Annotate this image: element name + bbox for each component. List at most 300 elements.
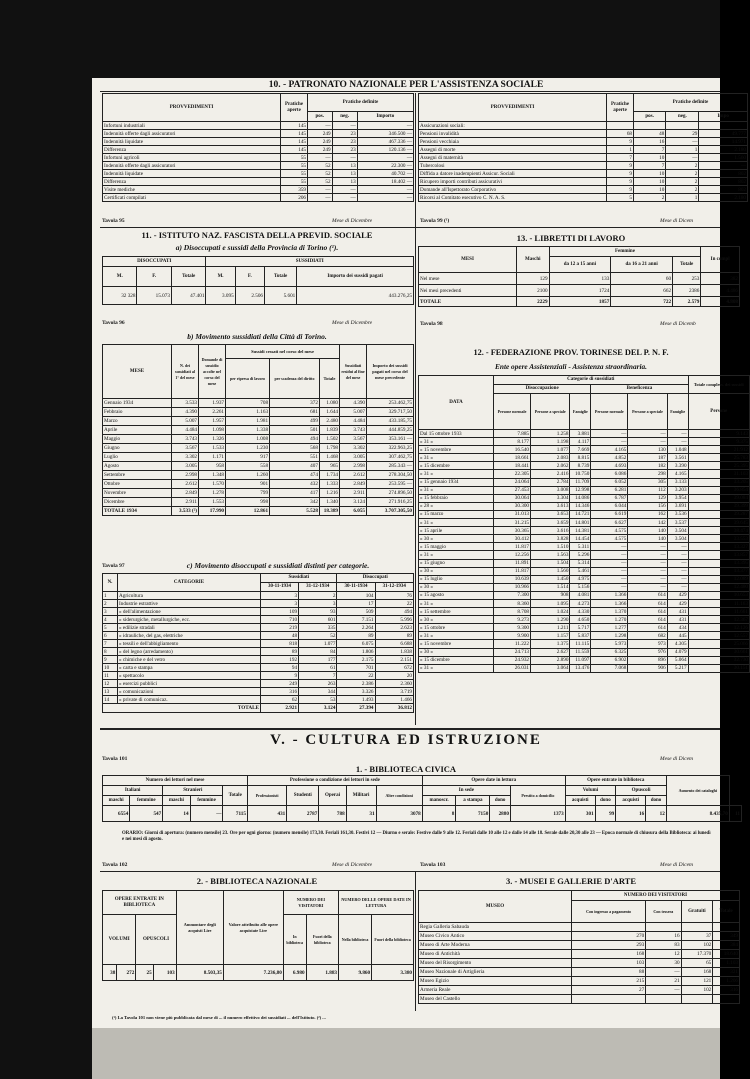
table-cell: Novembre [103, 489, 172, 498]
col-museo: MUSEO [419, 891, 572, 923]
table-cell: » 31 » [419, 551, 494, 559]
table-cell: » 15 aprile [419, 527, 494, 535]
table-row [419, 583, 750, 591]
table-cell: 3.326 [337, 688, 375, 696]
table-99-label: Tavola 99 (¹) [420, 218, 450, 224]
table-cell: 7 [103, 640, 118, 648]
table-cell: 906 [628, 664, 667, 672]
table-cell: Giugno [103, 444, 172, 453]
table-cell: 4.975 [570, 575, 591, 583]
table-cell: 551 [270, 453, 320, 462]
table-row [419, 297, 740, 307]
table-cell: 6.055 [340, 507, 367, 516]
col-maschi-st: maschi [163, 796, 190, 806]
table-cell: 9.143 [688, 430, 749, 438]
table-cell: 3.095 [206, 287, 235, 305]
col-volumi: VOLUMI [103, 915, 136, 965]
table-cell: 22.300 — [357, 162, 413, 170]
table-cell: 346.500 — [357, 130, 413, 138]
table-cell: 1.981 [226, 417, 270, 426]
col-neg: neg. [332, 112, 357, 122]
table-cell: 27 [572, 986, 646, 995]
table-cell: 1.048 [667, 446, 688, 454]
table-103-label: Tavola 103 [420, 862, 446, 868]
table-cell: — [332, 194, 357, 202]
table-row [103, 592, 414, 600]
table-cell: Assicurazioni sociali: [419, 122, 607, 130]
table-cell: 1 [103, 592, 118, 600]
table-cell: 7 [634, 162, 666, 170]
table-cell: 1.563 [531, 551, 570, 559]
table-cell: — [308, 154, 333, 162]
table-cell: 434 [667, 624, 688, 632]
table-cell: 2100 [517, 285, 550, 297]
table-cell: 25.395 [688, 462, 749, 470]
table-cell: 168 [681, 968, 713, 977]
table-cell: — [357, 122, 413, 130]
table-cell: Agricoltura [118, 592, 261, 600]
col-manoscritti: manoscr. [422, 796, 456, 806]
table-cell: 8.503,35 [176, 965, 223, 981]
table-cell: 6.281 [591, 486, 628, 494]
table-cell: 39.084 [688, 494, 749, 502]
col-maschi: maschi [103, 796, 130, 806]
table-cell: 145 [281, 130, 308, 138]
table-cell: 7.236,80 [223, 965, 283, 981]
table-cell: 1.216 [319, 489, 339, 498]
table-cell: » siderurgiche, metallurgiche, ecc. [118, 616, 261, 624]
table-movimento-sussidiati [102, 344, 414, 560]
table-cell: 11.163 [688, 599, 749, 607]
table-row [103, 186, 414, 194]
table-cell: 16 [616, 806, 646, 822]
table-cell: 14.971 [699, 138, 748, 146]
table-cell: 30.151 [688, 664, 749, 672]
table-cell: — [357, 154, 413, 162]
table-cell: 84 [299, 648, 337, 656]
col-header: M. [103, 267, 137, 287]
table-cell: 802 [699, 186, 748, 194]
table-cell: Infortuni agricoli [103, 154, 281, 162]
table-cell: 12 [646, 806, 667, 822]
col-totale: Totale [319, 359, 339, 399]
table-cell: 3.828 [531, 535, 570, 543]
table-cell: 16 [646, 932, 681, 941]
table-cell: 1.806 [337, 648, 375, 656]
col-date-4: 31-12-1934 [375, 583, 413, 592]
table-cell: 3.124 [340, 498, 367, 507]
table-row [103, 696, 414, 704]
table-row [419, 486, 750, 494]
col-header: M. [206, 267, 235, 287]
table-row [419, 632, 750, 640]
table-cell: Ricupero importi contributi assicurativi [419, 178, 607, 186]
table-cell: 2.180 [699, 146, 748, 154]
table-cell: Domande all'Ispettorato Corporativo [419, 186, 607, 194]
table-cell: Indennità liquidate [103, 138, 281, 146]
table-cell: Indennità offerte dagli assicuratori [103, 130, 281, 138]
table-cell: 1.278 [199, 489, 226, 498]
table-row [103, 435, 414, 444]
col-famiglie: Famiglie [570, 394, 591, 430]
table-cell: 133 [549, 273, 611, 285]
col-date-1: 30-11-1934 [261, 583, 299, 592]
col-visitatori: NUMERO DEI VISITATORI [283, 891, 338, 915]
table-cell: 22 [337, 672, 375, 680]
table-cell: 7.151 [337, 616, 375, 624]
table-cell: 13 [332, 170, 357, 178]
table-cell: 6554 [103, 806, 130, 822]
table-cell: 429 [667, 591, 688, 599]
table-cell: 3.005 [340, 453, 367, 462]
table-cell: 4.165 [667, 470, 688, 478]
table-cell: 9 [103, 656, 118, 664]
table-cell: 316 [261, 688, 299, 696]
table-row [419, 430, 750, 438]
table-cell: 1.514 [531, 583, 570, 591]
table-cell: 568 [270, 444, 320, 453]
table-cell: 11.817 [494, 543, 531, 551]
table-cell: 1.333 [319, 480, 339, 489]
table-cell: 3.536 [667, 510, 688, 518]
table-cell: 27.453 [494, 486, 531, 494]
col-16-21: da 16 a 21 anni [611, 257, 673, 273]
table-98-label: Tavola 98 [420, 321, 443, 327]
col-italiani: Italiani [103, 786, 163, 796]
col-maschi: Maschi [517, 247, 550, 273]
col-femmine: femmine [130, 796, 163, 806]
table-row [103, 489, 414, 498]
table-cell: 1.080 [319, 399, 339, 408]
table-cell: 1.258 [531, 430, 570, 438]
table-row [419, 194, 748, 202]
table-cell: 353.161 — [367, 435, 414, 444]
table-cell: 305 [628, 478, 667, 486]
table-cell: 55 [281, 154, 308, 162]
col-complessivo: In compl [701, 247, 740, 273]
table-cell: 1 [666, 146, 699, 154]
table-cell: 263 [299, 680, 337, 688]
table-cell: 8 [103, 648, 118, 656]
table-cell: 6.086 [591, 470, 628, 478]
table-cell: 2 [666, 186, 699, 194]
table-cell: » 15 ottobre [419, 624, 494, 632]
table-cell: 14 [103, 696, 118, 704]
table-cell: 1.937 [199, 399, 226, 408]
table-cell: 998 [226, 498, 270, 507]
table-cell [681, 923, 713, 932]
table-cell: » 15 febbraio [419, 494, 494, 502]
table-cell: » esercizi pubblici [118, 680, 261, 688]
table-cell: 4.693 [591, 462, 628, 470]
col-provvedimenti: PROVVEDIMENTI [419, 94, 607, 122]
table-cell: 2.151 [375, 656, 413, 664]
table-cell: » 31 » [419, 519, 494, 527]
table-cell: 3.719 [375, 688, 413, 696]
table-cell: 38 [103, 965, 117, 981]
table-cell: 32 328 [103, 287, 137, 305]
table-cell: 802 [699, 178, 748, 186]
table-cell: — [591, 575, 628, 583]
table-biblioteca-nazionale [102, 890, 414, 1010]
table-cell: 1.838 [375, 648, 413, 656]
table-row [103, 507, 414, 516]
table-cell: 12 [646, 950, 681, 959]
table-cell: » private di comunicaz. [118, 696, 261, 704]
col-domande-accolte: Domande di sussidio accolte nel corso del mese [199, 345, 226, 399]
table-cell: 102 [681, 986, 713, 995]
table-cell: 3.567 [172, 444, 199, 453]
table-cell: 11.891 [494, 559, 531, 567]
table-cell: 2.480 [319, 417, 339, 426]
table-cell: 187 [628, 454, 667, 462]
table-cell: 614 [628, 624, 667, 632]
table-cell: 917 [226, 453, 270, 462]
table-cell: 162 [628, 510, 667, 518]
table-cell [666, 122, 699, 130]
table-cell: 3.380 [372, 965, 414, 981]
table-row [103, 417, 414, 426]
table-cell: 1 [666, 194, 699, 202]
table-98 [418, 246, 738, 318]
table-cell: 120.136 — [357, 146, 413, 154]
col-totale: Totale [223, 786, 248, 806]
table-cell: Gennaio 1934 [103, 399, 172, 408]
table-cell: 4.390 [172, 408, 199, 417]
table-cell: 13 [332, 162, 357, 170]
table-row [419, 551, 750, 559]
table-cell: 12.998 [570, 486, 591, 494]
table-cell: 182 [628, 462, 667, 470]
table-cell: Museo Civico Antico [419, 932, 572, 941]
table-row [103, 624, 414, 632]
table-cell: 329.717,50 [367, 408, 414, 417]
col-pratiche-aperte: Pratiche aperte [607, 94, 634, 122]
table-cell: 93 [299, 608, 337, 616]
table-cell: 499 [270, 417, 320, 426]
table-row [419, 986, 740, 995]
table-cell: 335 [299, 624, 337, 632]
table-cell: 467.336 — [357, 138, 413, 146]
section-12-subtitle: Ente opere Assistenziali - Assistenza straordinaria. [495, 362, 647, 371]
table-cell: 1.077 [299, 640, 337, 648]
table-cell: 7150 [456, 806, 490, 822]
table-cell: 62 [261, 696, 299, 704]
table-cell: 1.157 [531, 632, 570, 640]
table-cell: 9.300 [494, 624, 531, 632]
table-cell: 3.567 [340, 435, 367, 444]
table-cell: 1.560 [531, 567, 570, 575]
table-96 [102, 256, 414, 316]
table-cell: 2386 [673, 285, 701, 297]
table-cell: — [332, 122, 357, 130]
table-row [419, 446, 750, 454]
table-cell: » 31 » [419, 664, 494, 672]
table-cell: 8.435,70 [666, 806, 729, 822]
table-cell: 4.117 [570, 438, 591, 446]
table-row [419, 470, 750, 478]
col-a-pagamento: Con ingresso a pagamento [572, 901, 646, 923]
col-persone-normale: Persone normale [494, 394, 531, 430]
table-cell: 3.005 [172, 462, 199, 471]
table-cell: 6.044 [591, 502, 628, 510]
table-cell: 2.360 [375, 680, 413, 688]
table-row [103, 688, 414, 696]
table-102-label: Tavola 102 [102, 862, 128, 868]
table-cell: 8.177 [494, 438, 531, 446]
col-pos: pos. [308, 112, 333, 122]
col-militari: Militari [346, 786, 376, 806]
table-cell: 130 [628, 446, 667, 454]
table-row [419, 502, 750, 510]
col-sussidiati: SUSSIDIATI [206, 257, 414, 267]
table-cell: 432 [270, 480, 320, 489]
table-cell: Museo di Arte Moderna [419, 941, 572, 950]
col-provvedimenti: PROVVEDIMENTI [103, 94, 281, 122]
table-cell: 4.165 [591, 446, 628, 454]
table-cell: 103 [572, 959, 646, 968]
table-cell: 249 [308, 130, 333, 138]
table-cell: 1724 [549, 285, 611, 297]
table-federazione [418, 375, 748, 725]
table-cell: 278.304,50 [367, 471, 414, 480]
table-cell: — [190, 806, 223, 822]
table-row [103, 616, 414, 624]
table-cell: » 31 » [419, 438, 494, 446]
table-cell: 672 [375, 664, 413, 672]
table-cell: 2.627 [531, 648, 570, 656]
col-ammontare: Ammontare degli acquisti Lire [176, 891, 223, 965]
table-cell: 6.052 [591, 478, 628, 486]
table-cell: — [628, 567, 667, 575]
table-cell: 1.883 [306, 965, 338, 981]
col-persone-speciale: Persone a speciale [531, 394, 570, 430]
table-row [103, 965, 414, 981]
table-cell: 3.707.305,50 [367, 507, 414, 516]
table-cell: 12.367 [688, 616, 749, 624]
table-cell: » 30 » [419, 616, 494, 624]
table-cell: 2 [666, 162, 699, 170]
table-cell: Pensioni vecchiaia [419, 138, 607, 146]
col-femmine: Femmine [549, 247, 701, 257]
document-sheet [92, 78, 748, 1079]
table-cell: Maggio [103, 435, 172, 444]
table-cell: Indennità liquidate [103, 170, 281, 178]
table-cell: 1.734 [319, 471, 339, 480]
section-11-title: 11. - ISTITUTO NAZ. FASCISTA DELLA PREVID. SOCIALE [141, 230, 373, 240]
table-cell: 3.881 [570, 430, 591, 438]
table-cell: 30.365 [494, 527, 531, 535]
table-row [103, 648, 414, 656]
table-cell: 103 [153, 965, 176, 981]
table-cell: 10 [634, 170, 666, 178]
table-cell: Indennità offerte dagli assicuratori [103, 162, 281, 170]
table-cell: 9.273 [494, 616, 531, 624]
table-cell: 6.902 [591, 656, 628, 664]
table-cell: 433.185,75 [367, 417, 414, 426]
table-cell: 15.073 [137, 287, 171, 305]
table-cell: 3.504 [667, 527, 688, 535]
table-cell: 24.713 [494, 648, 531, 656]
col-pos: pos. [634, 112, 666, 122]
table-cell: — [699, 162, 748, 170]
table-cell: — [628, 551, 667, 559]
table-cell: » dell'alimentazione [118, 608, 261, 616]
col-opere-entrate: Opere entrate in biblioteca [565, 776, 666, 786]
table-cell: 129 [628, 494, 667, 502]
col-scadenza-diritto: per scadenza del diritto [270, 359, 320, 399]
table-cell: Ottobre [103, 480, 172, 489]
table-row [419, 510, 750, 518]
table-cell: 12.557 [688, 632, 749, 640]
table-cell: 89 [261, 648, 299, 656]
table-cell: 14.381 [570, 527, 591, 535]
col-header: F. [235, 267, 264, 287]
table-cell: 13.377 [688, 567, 749, 575]
table-cell [572, 995, 646, 1004]
table-cell: 3078 [376, 806, 422, 822]
table-cell: 443.276,25 [297, 287, 414, 305]
table-cell: Industrie estrattive [118, 600, 261, 608]
table-cell: 3.124 [299, 704, 337, 713]
table-cell: Museo del Castello [419, 995, 572, 1004]
table-cell: 6.688 [375, 640, 413, 648]
table-cell: 76 [375, 592, 413, 600]
table-cell: 2.416 [531, 470, 570, 478]
table-cell: Museo di Antichità [419, 950, 572, 959]
table-row [103, 154, 414, 162]
section-13-title: 13. - LIBRETTI DI LAVORO [516, 233, 626, 243]
table-95-label: Tavola 95 [102, 218, 125, 224]
table-cell: 145 [281, 138, 308, 146]
table-cell: 509 [337, 608, 375, 616]
table-cell: 1.103 [713, 959, 740, 968]
table-cell [699, 122, 748, 130]
table-cell: 94 [261, 664, 299, 672]
table-row [419, 162, 748, 170]
table-cell: 4.650 [570, 616, 591, 624]
table-cell: 4.808 [701, 297, 740, 307]
table-cell: 10.639 [494, 575, 531, 583]
table-cell: Dicembre [103, 498, 172, 507]
table-cell: 177 [299, 656, 337, 664]
table-cell: 2 [666, 178, 699, 186]
table-cell: 614 [628, 599, 667, 607]
table-cell: 9 [607, 186, 634, 194]
table-cell: 708 [226, 399, 270, 408]
table-cell: 1.008 [226, 435, 270, 444]
table-cell: 25 [136, 965, 153, 981]
col-12-15: da 12 a 15 anni [549, 257, 611, 273]
table-cell: 11.115 [570, 640, 591, 648]
table-cell [646, 995, 681, 1004]
table-cell: 6.787 [591, 494, 628, 502]
table-cell: 1.340 [319, 498, 339, 507]
table-cell: 8.815 [570, 454, 591, 462]
table-cell: Aprile [103, 426, 172, 435]
table-cell: — [666, 138, 699, 146]
col-header: Importo dei sussidi pagati [297, 267, 414, 287]
table-cell: 40.702 — [357, 170, 413, 178]
table-row [103, 664, 414, 672]
table-cell: » 15 maggio [419, 543, 494, 551]
table-cell: 55 [281, 178, 308, 186]
table-cell: 65 [681, 959, 713, 968]
table-cell: 5.528 [270, 507, 320, 516]
table-row [103, 480, 414, 489]
col-n: N. [103, 574, 118, 592]
col-acquisti: acquisti [565, 796, 595, 806]
